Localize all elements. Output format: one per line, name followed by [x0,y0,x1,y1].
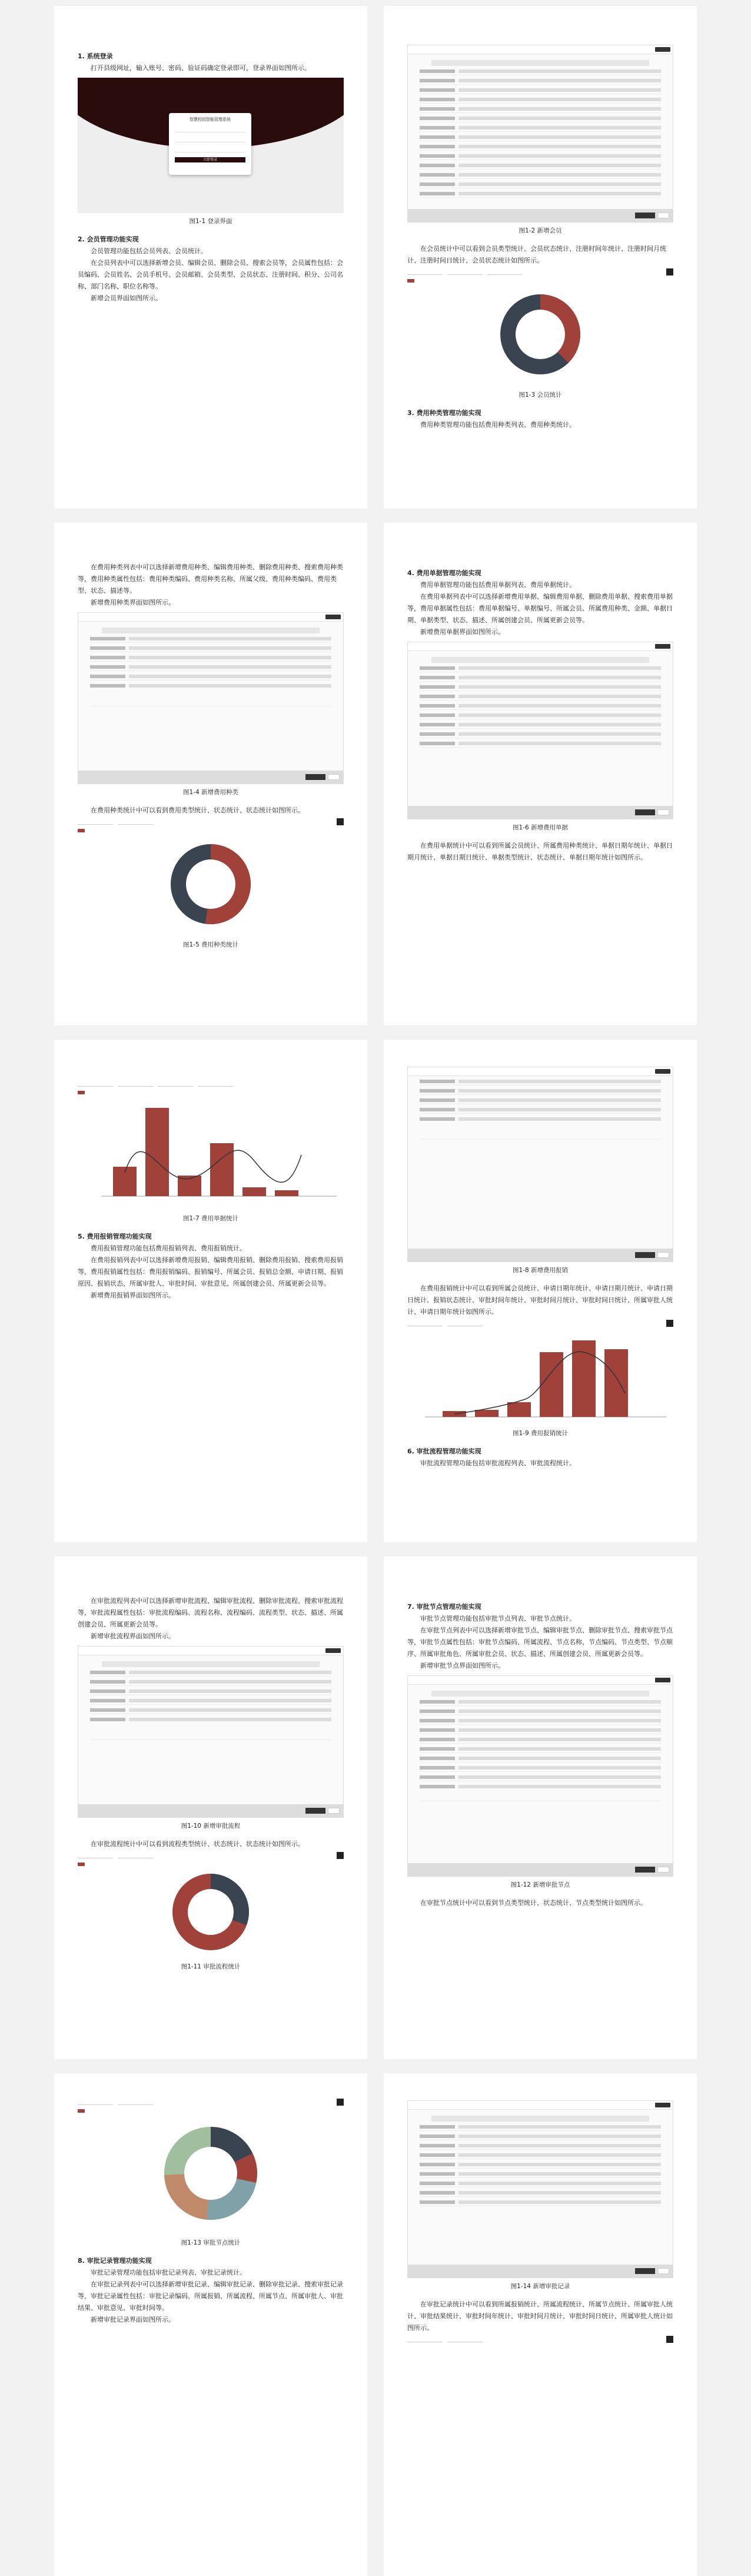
paragraph: 在审批流程统计中可以看到流程类型统计、状态统计、状态统计如图所示。 [91,1840,304,1848]
section-heading: 4. 费用单据管理功能实现 [407,569,481,577]
paragraph: 审批节点管理功能包括审批节点列表、审批节点统计。 [420,1615,576,1622]
figure-caption: 图1-12 新增审批节点 [510,1881,570,1888]
section-heading: 2. 会员管理功能实现 [78,235,139,243]
paragraph: 会员管理功能包括会员列表、会员统计。 [91,247,207,255]
paragraph: 在审批记录列表中可以选择新增审批记录、编辑审批记录、删除审批记录、搜索审批记录等，审批记录属性包括：审批记录编码、所属报销、所属流程、所属节点、所属审批人、审批结果、审批意见、审批时间等。 [78,2280,343,2312]
doc-page-10 [384,2073,697,2576]
legend-swatch [78,829,85,832]
doc-page-7 [54,1556,367,2059]
legend-swatch [407,279,414,283]
legend-swatch [78,1863,85,1866]
search-icon [337,2099,344,2106]
paragraph: 在审批记录统计中可以看到所属报销统计、所属流程统计、所属节点统计、所属审批人统计、审批结果统计、审批时间年统计、审批时间月统计、审批时间日统计、所属审批人统计如图所示。 [407,2301,673,2332]
figure-caption: 图1-1 登录界面 [189,218,232,225]
paragraph: 在审批节点统计中可以看到节点类型统计、状态统计、节点类型统计如图所示。 [420,1899,647,1907]
doc-page-4 [384,523,697,1025]
paragraph: 审批记录管理功能包括审批记录列表、审批记录统计。 [91,2269,246,2276]
section-heading: 1. 系统登录 [78,52,113,60]
search-icon [337,818,344,825]
search-icon [666,2336,673,2343]
login-box [169,113,251,175]
paragraph: 在费用单据统计中可以看到所属会员统计、所属费用种类统计、单据日期年统计、单据日期月统计、单据日期日统计、单据类型统计、状态统计、单据日期年统计如图所示。 [407,842,673,861]
section-heading: 6. 审批流程管理功能实现 [407,1448,481,1455]
paragraph: 在会员列表中可以选择新增会员、编辑会员、删除会员、搜索会员等，会员属性包括：会员编码、会员姓名、会员手机号、会员邮箱、会员类型、会员状态、注册时间、积分、公司名称、部门名称、职位名称等。 [78,259,343,290]
figure-caption: 图1-2 新增会员 [519,227,562,234]
form-screenshot [407,2100,673,2278]
paragraph: 在费用报销列表中可以选择新增费用报销、编辑费用报销、删除费用报销、搜索费用报销等，费用报销属性包括：费用报销编码、报销编号、所属会员、报销总金额、申请日期、报销原因、报销状态、所属审批人、审批时间、审批意见、所属创建会员、所属更新会员等。 [78,1256,343,1287]
paragraph: 新增费用单据界面如图所示。 [420,628,504,636]
doc-page-8 [384,1556,697,2059]
paragraph: 在费用报销统计中可以看到所属会员统计、申请日期年统计、申请日期月统计、申请日期日统计、报销状态统计、审批时间年统计、审批时间月统计、审批时间日统计、所属审批人统计、申请日期年统计如图所示。 [407,1284,673,1316]
paragraph: 在费用种类统计中可以看到费用类型统计、状态统计、状态统计如图所示。 [91,806,304,814]
legend-swatch [78,1091,85,1094]
form-screenshot [78,1646,344,1818]
section-heading: 7. 审批节点管理功能实现 [407,1603,481,1611]
figure-caption: 图1-9 费用报销统计 [513,1430,568,1437]
paragraph: 新增费用报销界面如图所示。 [91,1292,175,1299]
form-screenshot [407,1067,673,1262]
figure-caption: 图1-10 新增审批流程 [181,1823,241,1830]
section-heading: 5. 费用报销管理功能实现 [78,1233,152,1240]
doc-page-5 [54,1040,367,1542]
figure-caption: 图1-6 新增费用单据 [513,824,568,831]
figure-caption: 图1-7 费用单据统计 [183,1215,238,1222]
form-screenshot [407,1675,673,1877]
paragraph: 新增审批记录界面如图所示。 [91,2316,175,2323]
form-screenshot [78,612,344,784]
form-screenshot [407,45,673,223]
form-screenshot [407,642,673,819]
paragraph: 在会员统计中可以看到会员类型统计、会员状态统计、注册时间年统计、注册时间月统计、注册时间日统计、会员状态统计如图所示。 [407,245,666,264]
doc-page-2 [384,6,697,509]
paragraph: 在费用种类列表中可以选择新增费用种类、编辑费用种类、删除费用种类、搜索费用种类等，费用种类属性包括：费用种类编码、费用种类名称、所属父级、费用种类编码、费用类型、状态、描述等。 [78,563,343,595]
figure-caption: 图1-11 审批流程统计 [181,1963,241,1970]
paragraph: 在审批节点列表中可以选择新增审批节点、编辑审批节点、删除审批节点、搜索审批节点等，审批节点属性包括：审批节点编码、所属流程、节点名称、节点编码、节点类型、节点顺序、所属审批角色、所属审批会员、状态、描述、所属创建会员、所属更新会员等。 [407,1626,673,1658]
paragraph: 打开县级网址，输入账号、密码、验证码确定登录即可，登录界面如图所示。 [91,64,311,72]
donut-chart [78,2114,344,2232]
paragraph: 新增费用种类界面如图所示。 [91,599,175,606]
paragraph: 新增审批节点界面如图所示。 [420,1662,504,1669]
doc-page-9 [54,2073,367,2576]
figure-caption: 图1-4 新增费用种类 [183,789,238,796]
login-button: 立即登录 [175,157,245,162]
doc-page-6 [384,1040,697,1542]
filter-bar [407,267,673,277]
legend-swatch [78,2109,85,2113]
donut-chart [78,1868,344,1956]
bar-chart [407,1329,673,1423]
search-icon [666,268,673,275]
donut-chart [407,284,673,384]
figure-caption: 图1-3 会员统计 [519,391,562,399]
paragraph: 审批流程管理功能包括审批流程列表、审批流程统计。 [420,1459,576,1467]
paragraph: 在费用单据列表中可以选择新增费用单据、编辑费用单据、删除费用单据、搜索费用单据等，费用单据属性包括：费用单据编号、单据编号、所属会员、所属费用种类、金额、单据日期、单据类型、状态、描述、所属创建会员、所属更新会员等。 [407,593,673,624]
paragraph: 费用种类管理功能包括费用种类列表、费用种类统计。 [420,421,576,429]
figure-caption: 图1-5 费用种类统计 [183,941,238,948]
doc-page-1 [54,6,367,509]
bar-chart [78,1096,344,1208]
donut-chart [78,834,344,934]
paragraph: 费用报销管理功能包括费用报销列表、费用报销统计。 [91,1244,246,1252]
paragraph: 新增会员界面如图所示。 [91,294,162,302]
paragraph: 费用单据管理功能包括费用单据列表、费用单据统计。 [420,581,576,589]
login-title: 智慧校园智能管理系统 [190,117,231,122]
figure-caption: 图1-14 新增审批记录 [510,2283,570,2290]
figure-caption: 图1-8 新增费用报销 [513,1267,568,1274]
paragraph: 新增审批流程界面如图所示。 [91,1632,175,1640]
section-heading: 3. 费用种类管理功能实现 [407,409,481,417]
login-screenshot [78,78,344,213]
doc-page-3 [54,523,367,1025]
paragraph: 在审批流程列表中可以选择新增审批流程、编辑审批流程、删除审批流程、搜索审批流程等，审批流程属性包括：审批流程编码、流程名称、流程编码、流程类型、状态、描述、所属创建会员、所属更新会员等。 [78,1597,343,1628]
section-heading: 8. 审批记录管理功能实现 [78,2257,152,2265]
figure-caption: 图1-13 审批节点统计 [181,2239,241,2246]
search-icon [337,1852,344,1859]
search-icon [666,1320,673,1327]
